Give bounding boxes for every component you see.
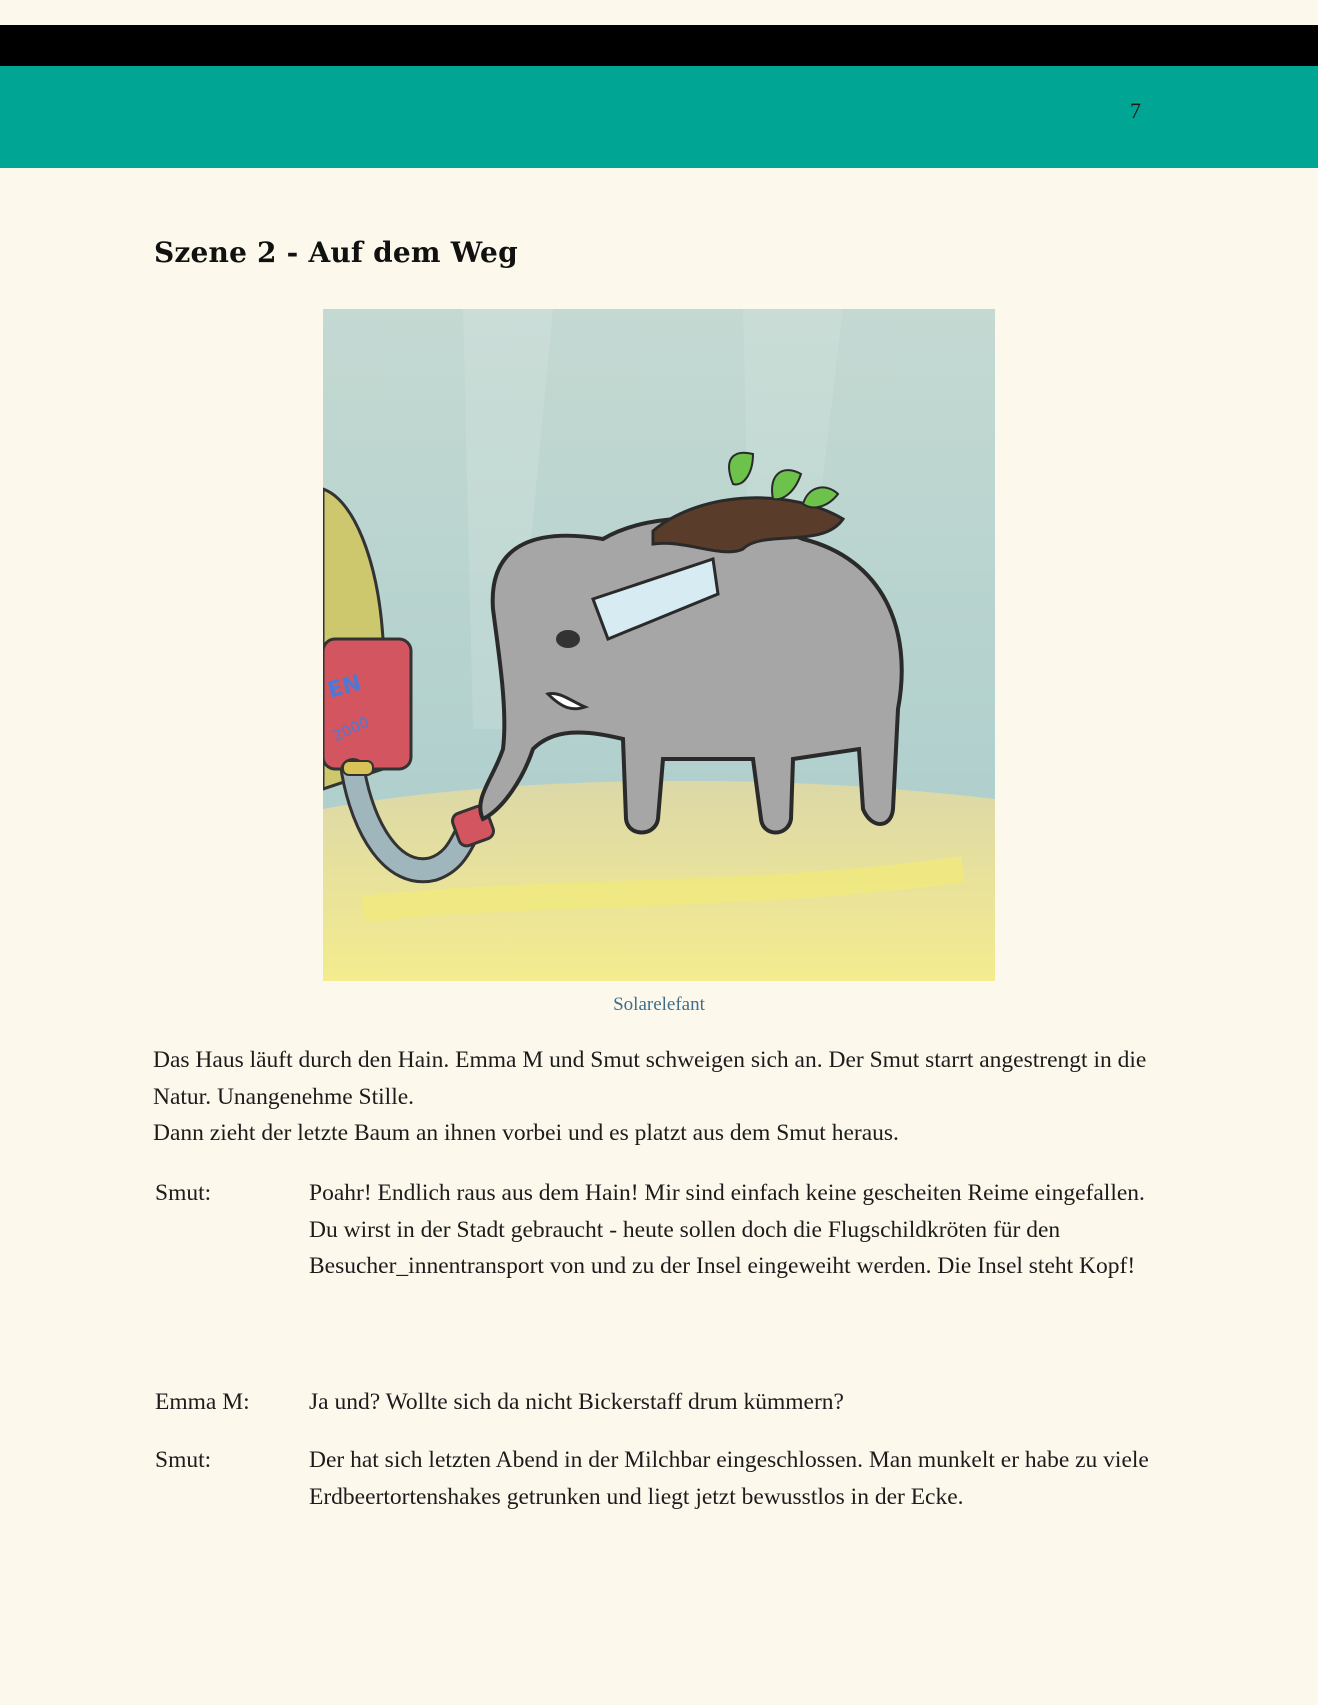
dialogue-text [309,1175,1165,1285]
figure-caption: Solarelefant [613,994,705,1015]
scene-title: Szene 2 - Auf dem Weg [154,236,518,269]
dialogue-line: Ja und? Wollte sich da nicht Bickerstaff drum kümmern? [309,1389,844,1415]
narration [153,1042,1163,1152]
header-teal-band [0,66,1318,168]
narration-line: Das Haus läuft durch den Hain. Emma M und Smut schweigen sich an. Der Smut starrt angestrengt in die Natur. Unangenehme Stille. [153,1047,1147,1110]
header-black-band [0,25,1318,66]
narration-line: Dann zieht der letzte Baum an ihnen vorbei und es platzt aus dem Smut heraus. [153,1120,899,1146]
page-number: 7 [1130,98,1141,123]
dialogue-line: Poahr! Endlich raus aus dem Hain! Mir sind einfach keine gescheiten Reime eingefallen. [309,1180,1145,1206]
speaker-label: Smut: [155,1180,212,1206]
speaker-label: Emma M: [155,1389,250,1415]
house-sign-text: EN [325,670,365,704]
house-sign-number: 2000 [329,712,373,746]
dialogue-line: Du wirst in der Stadt gebraucht - heute sollen doch die Flugschildkröten für den Besucher_innentransport von und zu der Insel eingeweiht werden. Die Insel steht Kopf! [309,1216,1136,1279]
solar-elephant-illustration [323,309,995,981]
dialogue-line: Der hat sich letzten Abend in der Milchbar eingeschlossen. Man munkelt er habe zu viele Erdbeertortenshakes getrunken und liegt jetzt bewusstlos in der Ecke. [309,1447,1149,1510]
speaker-label: Smut: [155,1447,212,1473]
